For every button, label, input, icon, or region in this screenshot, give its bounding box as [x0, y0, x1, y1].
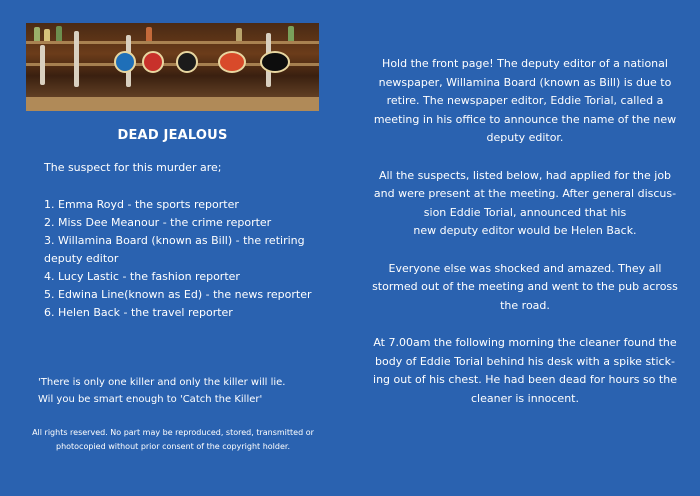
bar-shelf	[26, 41, 319, 44]
tagline-line: Wil you be smart enough to 'Catch the Killer'	[38, 394, 263, 405]
suspect-item: 1. Emma Royd - the sports reporter	[44, 198, 239, 211]
bottle	[44, 29, 50, 41]
story-text-line: All the suspects, listed below, had applied for the job and were present at the meeting. After general discus-sion Eddie Torial, announced that his	[373, 168, 677, 219]
beer-tap-badge	[260, 51, 290, 73]
bottle	[288, 26, 294, 41]
bar-counter	[26, 97, 319, 111]
bottle	[56, 26, 62, 41]
beer-pump-handle	[40, 45, 45, 85]
story-paragraph: Hold the front page! The deputy editor of a national newspaper, Willamina Board (known as Bill) is due to retire. The newspaper editor, Eddie Torial, called a meeting in his office to announce the name of the new deputy editor.	[373, 57, 677, 145]
beer-pump-handle	[74, 31, 79, 87]
page-title: DEAD JEALOUS	[117, 128, 228, 143]
copyright-notice: All rights reserved. No part may be reproduced, stored, transmitted or photocopied without prior consent of the copyright holder.	[32, 428, 314, 451]
beer-tap-badge	[176, 51, 198, 73]
suspect-item: 2. Miss Dee Meanour - the crime reporter	[44, 216, 272, 229]
story-paragraph: Everyone else was shocked and amazed. They all stormed out of the meeting and went to the pub across the road.	[372, 261, 678, 312]
bottle	[34, 27, 40, 41]
story-text-line: new deputy editor would be Helen Back.	[413, 224, 637, 238]
beer-tap-badge	[218, 51, 246, 73]
story-text	[372, 55, 678, 427]
suspect-item: 4. Lucy Lastic - the fashion reporter	[44, 270, 240, 283]
bottle	[236, 28, 242, 41]
bottle	[146, 27, 152, 41]
tagline-line: 'There is only one killer and only the killer will lie.	[38, 377, 286, 388]
suspect-item: 6. Helen Back - the travel reporter	[44, 306, 233, 319]
suspects-intro: The suspect for this murder are;	[44, 161, 222, 174]
suspect-list	[44, 196, 334, 322]
suspect-item: 5. Edwina Line(known as Ed) - the news reporter	[44, 288, 312, 301]
story-paragraph	[372, 167, 678, 241]
beer-tap-badge	[142, 51, 164, 73]
pub-bar-photo	[26, 23, 319, 111]
suspect-item: 3. Willamina Board (known as Bill) - the retiring deputy editor	[44, 234, 305, 265]
beer-tap-badge	[114, 51, 136, 73]
tagline	[38, 374, 338, 408]
story-paragraph: At 7.00am the following morning the cleaner found the body of Eddie Torial behind his desk with a spike stick-ing out of his chest. He had been dead for hours so the cleaner is innocent.	[373, 335, 677, 405]
